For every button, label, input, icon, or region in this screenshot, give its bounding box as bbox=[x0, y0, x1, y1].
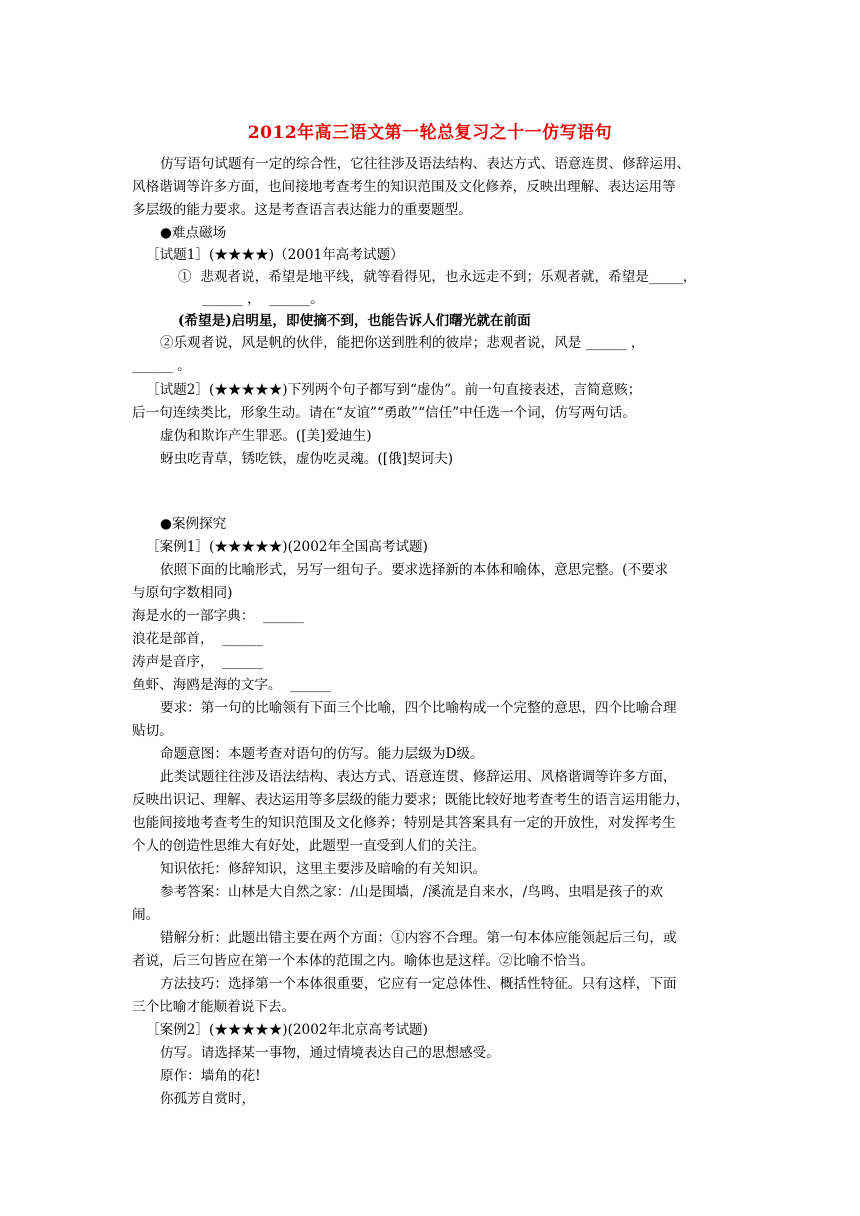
question-1-item-1: ① 悲观者说，希望是地平线，就等看得见，也永远走不到；乐观者就，希望是_____， bbox=[178, 269, 697, 285]
case-1-reference-answer: 闹。 bbox=[132, 907, 160, 923]
section-heading-cases: ●案例探究 bbox=[160, 516, 227, 532]
intro-line: 多层级的能力要求。这是考查语言表达能力的重要题型。 bbox=[132, 202, 472, 218]
case-1-method: 三个比喻才能顺着说下去。 bbox=[132, 999, 296, 1015]
case-1-prompt: 依照下面的比喻形式，另写一组句子。要求选择新的本体和喻体，意思完整。(不要求 bbox=[160, 562, 669, 578]
case-1-requirement: 贴切。 bbox=[132, 723, 173, 739]
question-2-header: ［试题2］(★★★★★)下列两个句子都写到“虚伪”。前一句直接表述，言简意赅； bbox=[146, 382, 642, 398]
question-2-text: 后一句连续类比，形象生动。请在“友谊”“勇敢”“信任”中任选一个词，仿写两句话。 bbox=[132, 405, 636, 421]
question-1-answer: (希望是)启明星，即使摘不到，也能告诉人们曙光就在前面 bbox=[178, 313, 531, 329]
case-2-poem-line: 你孤芳自赏时， bbox=[160, 1091, 256, 1107]
intro-line: 风格谐调等许多方面，也间接地考查考生的知识范围及文化修养，反映出理解、表达运用等 bbox=[132, 179, 676, 195]
case-1-analysis: 反映出识记、理解、表达运用等多层级的能力要求；既能比较好地考查考生的语言运用能力， bbox=[132, 792, 690, 808]
intro-line: 仿写语句试题有一定的综合性，它往往涉及语法结构、表达方式、语意连贯、修辞运用、 bbox=[160, 156, 691, 172]
case-1-example: 鱼虾、海鸥是海的文字。 ______ bbox=[132, 677, 331, 693]
case-1-requirement: 要求：第一句的比喻领有下面三个比喻，四个比喻构成一个完整的意思，四个比喻合理 bbox=[160, 700, 677, 716]
case-1-example: 浪花是部首， ______ bbox=[132, 631, 263, 647]
case-1-example: 涛声是音序， ______ bbox=[132, 654, 263, 670]
question-1-header: ［试题1］(★★★★)（2001年高考试题） bbox=[146, 247, 404, 263]
case-1-analysis: 个人的创造性思维大有好处，此题型一直受到人们的关注。 bbox=[132, 838, 486, 854]
question-2-quote-2: 蚜虫吃青草，锈吃铁，虚伪吃灵魂。([俄]契诃夫) bbox=[160, 451, 454, 467]
case-1-reference-answer: 参考答案：山林是大自然之家：/山是围墙，/溪流是自来水，/鸟鸣、虫唱是孩子的欢 bbox=[160, 884, 664, 900]
case-1-error-analysis: 者说，后三句皆应在第一个本体的范围之内。喻体也是这样。②比喻不恰当。 bbox=[132, 953, 595, 969]
case-1-basis: 知识依托：修辞知识，这里主要涉及暗喻的有关知识。 bbox=[160, 861, 487, 877]
case-2-header: ［案例2］(★★★★★)(2002年北京高考试题) bbox=[146, 1022, 428, 1038]
case-1-method: 方法技巧：选择第一个本体很重要，它应有一定总体性、概括性特征。只有这样，下面 bbox=[160, 976, 677, 992]
case-1-error-analysis: 错解分析：此题出错主要在两个方面：①内容不合理。第一句本体应能领起后三句，或 bbox=[160, 930, 677, 946]
case-1-analysis: 此类试题往往涉及语法结构、表达方式、语意连贯、修辞运用、风格谐调等许多方面， bbox=[160, 769, 677, 785]
case-1-header: ［案例1］(★★★★★)(2002年全国高考试题) bbox=[146, 539, 428, 555]
question-1-item-1-blanks: ______ ， ______。 bbox=[202, 291, 324, 307]
question-1-item-2: ②乐观者说，风是帆的伙伴，能把你送到胜利的彼岸；悲观者说，风是 ______ ， bbox=[160, 335, 645, 351]
case-2-prompt: 仿写。请选择某一事物，通过情境表达自己的思想感受。 bbox=[160, 1045, 500, 1061]
case-2-original: 原作：墙角的花! bbox=[160, 1068, 261, 1084]
document-title: 2012年高三语文第一轮总复习之十一仿写语句 bbox=[247, 123, 613, 143]
case-1-intent: 命题意图：本题考查对语句的仿写。能力层级为D级。 bbox=[160, 746, 484, 762]
section-heading-difficulty: ●难点磁场 bbox=[160, 225, 227, 241]
case-1-analysis: 也能间接地考查考生的知识范围及文化修养；特别是其答案具有一定的开放性，对发挥考生 bbox=[132, 815, 676, 831]
question-2-quote-1: 虚伪和欺诈产生罪恶。([美]爱迪生) bbox=[160, 428, 372, 444]
case-1-prompt: 与原句字数相同) bbox=[132, 585, 233, 601]
question-1-item-2-blanks: ______ 。 bbox=[132, 358, 191, 374]
case-1-example: 海是水的一部字典： ______ bbox=[132, 608, 304, 624]
